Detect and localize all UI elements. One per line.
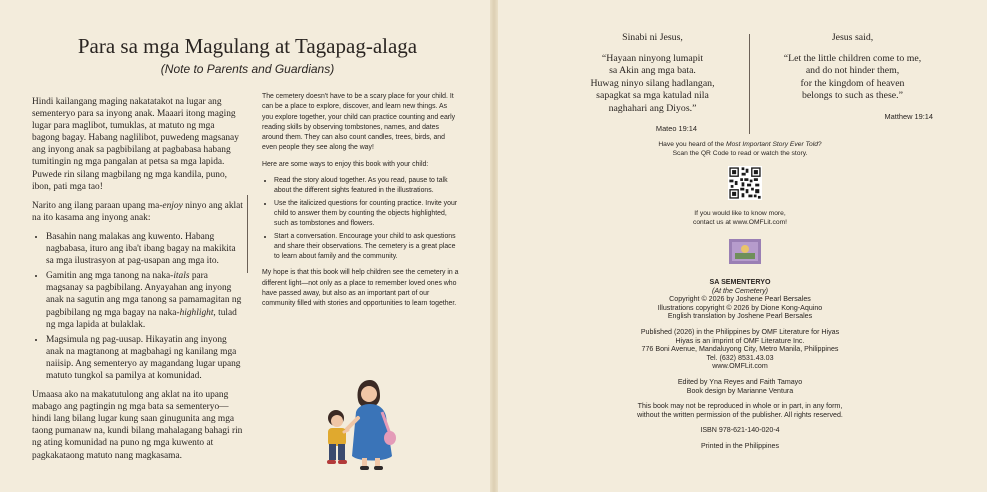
publisher-line: Published (2026) in the Philippines by OMF Literature for Hiyas xyxy=(640,327,840,336)
list-item: • Basahin nang malakas ang kuwento. Habang nagbabasa, ituro ang iba't ibang bagay na makikita sa mga ilustrasyon at pag-usapan ang mga ito. xyxy=(46,231,244,267)
mother-and-child-illustration xyxy=(312,360,408,472)
english-paragraph-1: The cemetery doesn't have to be a scary place for your child. It can be a place to explore, discover, and learn new things. As you explore together, your child can practice counting and early reading skills by observing tombstones, names, and dates around them. They can also count candles, trees, birds, and even people they see along the way! xyxy=(262,93,456,152)
verse-english xyxy=(770,32,935,123)
verse-line: sa Akin ang mga bata. xyxy=(609,65,696,76)
page-subtitle: (Note to Parents and Guardians) xyxy=(160,62,335,76)
publisher-line: Hiyas is an imprint of OMF Literature Inc. xyxy=(675,336,805,345)
copyright-line: Illustrations copyright © 2026 by Dione Kong-Aquino xyxy=(657,303,823,312)
english-paragraph-3: My hope is that this book will help children see the cemetery in a different light—not only as a place to remember loved ones who have passed away, but also as an important part of our community filled with stories and opportunities to learn together. xyxy=(262,269,459,308)
printed-in: Printed in the Philippines xyxy=(700,441,780,450)
filipino-paragraph-1: Hindi kailangang maging nakatatakot na lugar ang sementeryo para sa inyong anak. Maaari itong maging lugar para maglibot, tumuklas, at matuto ng mga bagong bagay. Habang naglilibot, puwedeng magsanay ang inyong anak sa pagbibilang at pagbabasa habang tumitingin ng mga pangalan at petsa sa mga lapida. Puwede rin silang magbilang ng mga kandila, puno, ibon, pati mga tao! xyxy=(32,97,239,192)
list-item: • Magsimula ng pag-uusap. Hikayatin ang inyong anak na magtanong at magbahagi ng kanilang mga naiisip. Ang sementeryo ay magandang lugar upang matuto tungkol sa pamilya at komunidad. xyxy=(46,334,244,382)
designer-line: Book design by Marianne Ventura xyxy=(686,386,794,395)
text-fragment-italic: enjoy xyxy=(162,200,183,211)
copyright-line: English translation by Joshene Pearl Bersales xyxy=(667,312,813,321)
verse-intro: Sinabi ni Jesus, xyxy=(622,32,683,43)
verse-reference: Matthew 19:14 xyxy=(884,111,933,121)
verse-line: “Hayaan ninyong lumapit xyxy=(601,52,704,64)
verse-divider xyxy=(749,34,750,134)
column-divider xyxy=(247,195,248,273)
list-item: • Use the italicized questions for counting practice. Invite your child to answer them by counting the objects highlighted, such as tombstones and flowers. xyxy=(274,199,460,230)
verse-intro: Jesus said, xyxy=(831,32,874,43)
english-column xyxy=(262,92,460,316)
english-tips-list xyxy=(262,176,460,262)
isbn: ISBN 978-621-140-020-4 xyxy=(700,426,780,435)
text-fragment: , tulad ng mga lapida at bulaklak. xyxy=(46,307,237,330)
text-fragment-italic: highlight xyxy=(179,307,214,318)
verse-line: and do not hinder them, xyxy=(805,65,900,76)
qr-code-icon[interactable] xyxy=(728,166,762,200)
verse-line: belongs to such as these.” xyxy=(802,90,903,101)
text-fragment: ninyo ang aklat na ito kasama ang inyong anak: xyxy=(32,200,243,223)
text-fragment: Gamitin ang mga tanong na naka- xyxy=(46,271,174,282)
book-title: SA SEMENTERYO xyxy=(709,278,771,286)
list-item: • Read the story aloud together. As you read, pause to talk about the different sights featured in the illustrations. xyxy=(274,176,460,197)
publisher-line: Tel. (632) 8531.43.03 xyxy=(706,353,774,362)
publisher-line: 776 Boni Avenue, Mandaluyong City, Metro Manila, Philippines xyxy=(641,345,839,354)
contact-info xyxy=(620,210,860,227)
text-fragment: Narito ang ilang paraan upang ma- xyxy=(32,200,163,211)
rights-line: without the written permission of the publisher. All rights reserved. xyxy=(637,410,843,419)
page-title: Para sa mga Magulang at Tagapag-alaga xyxy=(77,34,418,58)
text-fragment: ? xyxy=(817,141,822,148)
publisher-website[interactable]: www.OMFLit.com xyxy=(712,362,768,371)
contact-line-2[interactable]: contact us at www.OMFLit.com! xyxy=(692,218,788,226)
filipino-paragraph-3: Umaasa ako na makatutulong ang aklat na ito upang mabago ang pagtingin ng mga bata sa sementeryo—hindi lang bilang lugar kung saan ginugunita ang mga taong pumanaw na, kundi bilang mahalagang bahagi rin ng ating komunidad na puno ng mga kuwento at pagkakataong matuto nang magkasama. xyxy=(32,390,243,461)
verse-line: for the kingdom of heaven xyxy=(800,77,905,89)
text-fragment: para magsanay sa pagbibilang. Anyayahan ang inyong anak na sagutin ang mga tanong sa pamamagitan ng pagbibilang ng mga bagay na naka- xyxy=(46,271,242,318)
story-invitation xyxy=(620,141,860,158)
verse-line: sapagkat sa mga katulad nila xyxy=(596,90,709,101)
verse-reference: Mateo 19:14 xyxy=(655,124,697,133)
contact-line-1: If you would like to know more, xyxy=(694,210,786,217)
verse-line: Huwag ninyo silang hadlangan, xyxy=(590,77,715,89)
verse-line: “Let the little children come to me, xyxy=(783,52,922,64)
filipino-tips-list xyxy=(32,231,244,382)
english-paragraph-2: Here are some ways to enjoy this book with your child: xyxy=(262,160,429,168)
story-line-2: Scan the QR Code to read or watch the story. xyxy=(672,149,808,157)
filipino-paragraph-2 xyxy=(32,200,244,224)
list-item xyxy=(46,270,244,330)
story-line-1 xyxy=(620,141,860,150)
copyright-credits xyxy=(600,278,880,451)
text-fragment-italic: itals xyxy=(173,271,190,282)
verse-line: naghahari ang Diyos.” xyxy=(608,102,697,114)
text-fragment: Have you heard of the xyxy=(658,141,726,148)
rights-line: This book may not be reproduced in whole or in part, in any form, xyxy=(637,402,843,411)
verse-filipino xyxy=(580,32,725,136)
book-gutter xyxy=(490,0,498,492)
editor-line: Edited by Yna Reyes and Faith Tamayo xyxy=(677,377,803,386)
book-subtitle: (At the Cemetery) xyxy=(712,286,768,295)
list-item: • Start a conversation. Encourage your child to ask questions and share their observations. The cemetery is a great place to learn about family and the community. xyxy=(274,232,460,263)
copyright-line: Copyright © 2026 by Joshene Pearl Bersales xyxy=(669,295,811,304)
text-fragment-italic: Most Important Story Ever Told xyxy=(726,141,818,148)
filipino-column xyxy=(32,96,244,469)
book-cover-thumbnail xyxy=(729,239,761,264)
